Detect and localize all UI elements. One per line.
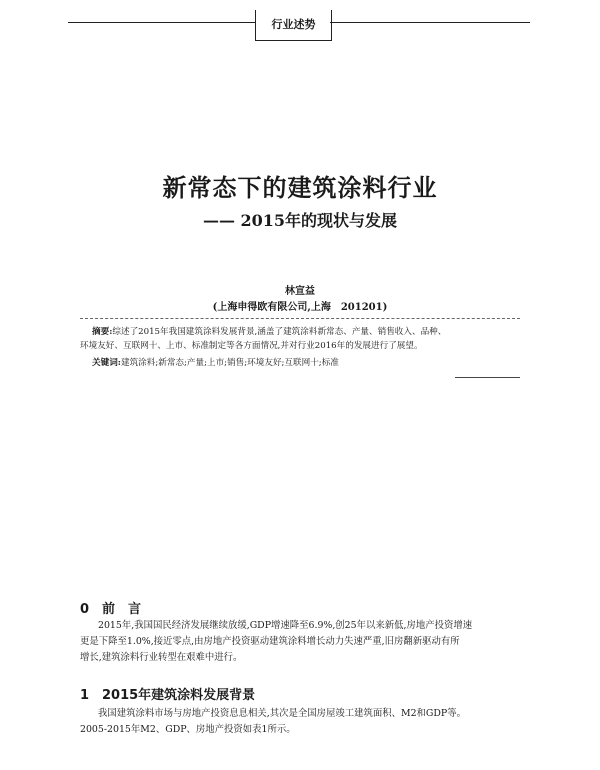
keywords-line [80, 356, 525, 370]
section-title: 前 言 [102, 602, 142, 617]
section-heading-0 [80, 598, 141, 617]
author-name: 林宣益 [285, 286, 315, 297]
header-rule-left [68, 22, 255, 23]
header-rule-right [330, 22, 530, 23]
header-section-tab: 行业述势 [255, 10, 332, 41]
keywords-text: 建筑涂料;新常态;产量;上市;销售;环境友好;互联网十;标准 [120, 358, 339, 368]
section-paragraph-1 [80, 706, 525, 738]
keywords-label: 关键词: [92, 358, 121, 368]
section-heading-1 [80, 684, 255, 703]
paragraph-line: 2005-2015年M2、GDP、房地产投资如表1所示。 [80, 724, 296, 735]
section-number: 0 [80, 602, 90, 617]
section-number: 1 [80, 688, 90, 703]
section-title: 2015年建筑涂料发展背景 [102, 688, 256, 703]
author-affiliation: (上海申得欧有限公司,上海 201201) [212, 302, 388, 313]
abstract-line-1 [80, 325, 525, 339]
abstract-label: 摘要: [92, 327, 113, 337]
article-title: 新常态下的建筑涂料行业 [162, 173, 438, 202]
abstract-end-rule [455, 377, 520, 378]
section-paragraph-0 [80, 618, 525, 666]
article-subtitle: —— 2015年的现状与发展 [202, 211, 398, 230]
abstract-text-1: 综述了2015年我国建筑涂料发展背景,涵盖了建筑涂料新常态、产量、销售收入、品种、 [112, 327, 447, 337]
paragraph-line: 2015年,我国国民经济发展继续放缓,GDP增速降至6.9%,创25年以来新低,房地产投资增速 [98, 620, 473, 631]
abstract-text-2: 环境友好、互联网十、上市、标准制定等各方面情况,并对行业2016年的发展进行了展望。 [80, 341, 423, 351]
paragraph-line: 增长,建筑涂料行业转型在艰难中进行。 [80, 652, 243, 663]
paragraph-line: 更是下降至1.0%,接近零点,由房地产投资驱动建筑涂料增长动力失速严重,旧房翻新驱动有所 [80, 636, 460, 647]
abstract-block [80, 325, 525, 370]
abstract-divider [80, 318, 520, 319]
paragraph-line: 我国建筑涂料市场与房地产投资息息相关,其次是全国房屋竣工建筑面积、M2和GDP等。 [98, 708, 466, 719]
